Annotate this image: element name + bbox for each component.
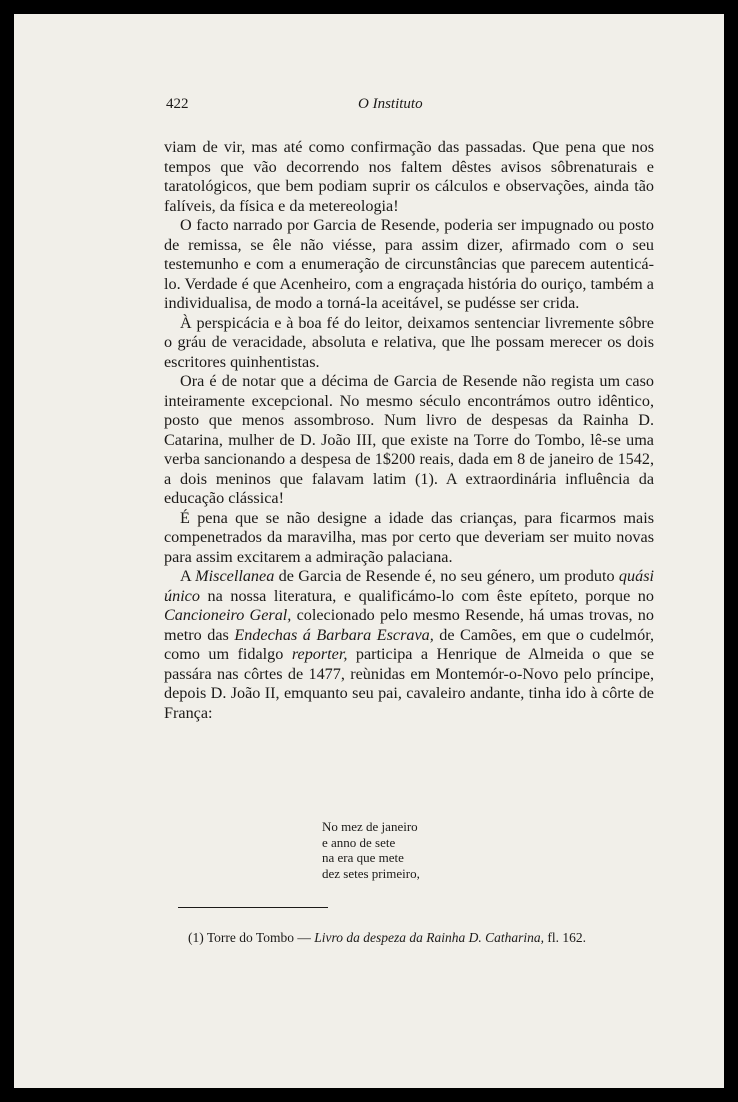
- text-run: colecionado pelo mesmo Resende, há umas trovas, no metro das: [164, 606, 654, 644]
- italic-text: quási único: [164, 567, 655, 605]
- verse-quotation: [322, 819, 420, 881]
- italic-text: Endechas á Barbara Escrava,: [234, 625, 434, 644]
- text-run: À perspicácia e à boa fé do leitor, deixamos sentenciar livremente sôbre o gráu de veracidade, absoluta e relativa, que lhe possam merecer os dois escritores quinhentistas.: [164, 313, 654, 371]
- paragraph: [164, 314, 654, 373]
- text-run: na nossa literatura, e qualificámo-lo com êste epíteto, porque no: [199, 586, 654, 605]
- text-run: É pena que se não designe a idade das crianças, para ficarmos mais compenetrados da maravilha, mas por certo que deveriam ser muito novas para assim excitarem a admiração palaciana.: [164, 508, 654, 566]
- verse-line: dez setes primeiro,: [322, 865, 420, 881]
- verse-line: na era que mete: [322, 850, 404, 866]
- text-run: fl. 162.: [544, 930, 586, 945]
- verse-line: e anno de sete: [322, 834, 396, 850]
- text-run: Ora é de notar que a décima de Garcia de Resende não regista um caso inteiramente excepcional. No mesmo século encontrámos outro idêntico, posto que menos assombroso. Num livro de despesas da Rainha D. Catarina, mulher de D. João III, que existe na Torre do Tombo, lê-se uma verba sancionando a despesa de 1$200 reais, dada em 8 de janeiro de 1542, a dois meninos que falavam latim (1). A extraordinária influência da educação clássica!: [164, 372, 654, 507]
- paragraph: [164, 372, 654, 509]
- text-run: de Garcia de Resende é, no seu género, um produto: [274, 567, 619, 585]
- text-run: participa a Henrique de Almeida o que se passára nas côrtes de 1477, reùnidas em Montemór-o-Novo pelo príncipe, depois D. João II, emquanto seu pai, cavaleiro andante, tinha ido à côrte de França:: [164, 645, 655, 722]
- paragraph: [164, 216, 654, 314]
- footnote-rule: [178, 907, 328, 908]
- text-run: de Camões, em que o cudelmór, como um fidalgo: [164, 625, 655, 663]
- verse-line: No mez de janeiro: [322, 819, 418, 834]
- body-text: [164, 138, 654, 723]
- running-title: O Instituto: [358, 96, 423, 112]
- italic-text: Cancioneiro Geral,: [164, 606, 292, 624]
- text-run: O facto narrado por Garcia de Resende, poderia ser impugnado ou posto de remissa, se êle não viésse, para assim dizer, afirmado com o seu testemunho e com a enumeração de circunstâncias que parecem autenticá-lo. Verdade é que Acenheiro, com a engraçada história do ouriço, também a individualisa, de modo a torná-la aceitável, se pudésse ser crida.: [164, 216, 654, 312]
- italic-text: reporter,: [291, 645, 348, 663]
- footnote: [164, 929, 654, 947]
- italic-text: Miscellanea: [195, 567, 275, 585]
- italic-text: Livro da despeza da Rainha D. Catharina,: [314, 930, 544, 945]
- paragraph: [164, 138, 654, 216]
- page-number: 422: [166, 96, 189, 112]
- text-run: (1) Torre do Tombo —: [188, 930, 315, 945]
- footnote-text: [164, 929, 654, 947]
- text-run: A: [180, 567, 196, 585]
- text-run: viam de vir, mas até como confirmação das passadas. Que pena que nos tempos que vão decorrendo nos faltem dêstes avisos sôbrenaturais e taratológicos, que bem podiam suprir os cálculos e observações, ainda tão falíveis, da física e da metereologia!: [164, 138, 654, 215]
- paragraph: [164, 509, 654, 568]
- paragraph: [164, 567, 654, 723]
- book-page: [14, 14, 724, 1088]
